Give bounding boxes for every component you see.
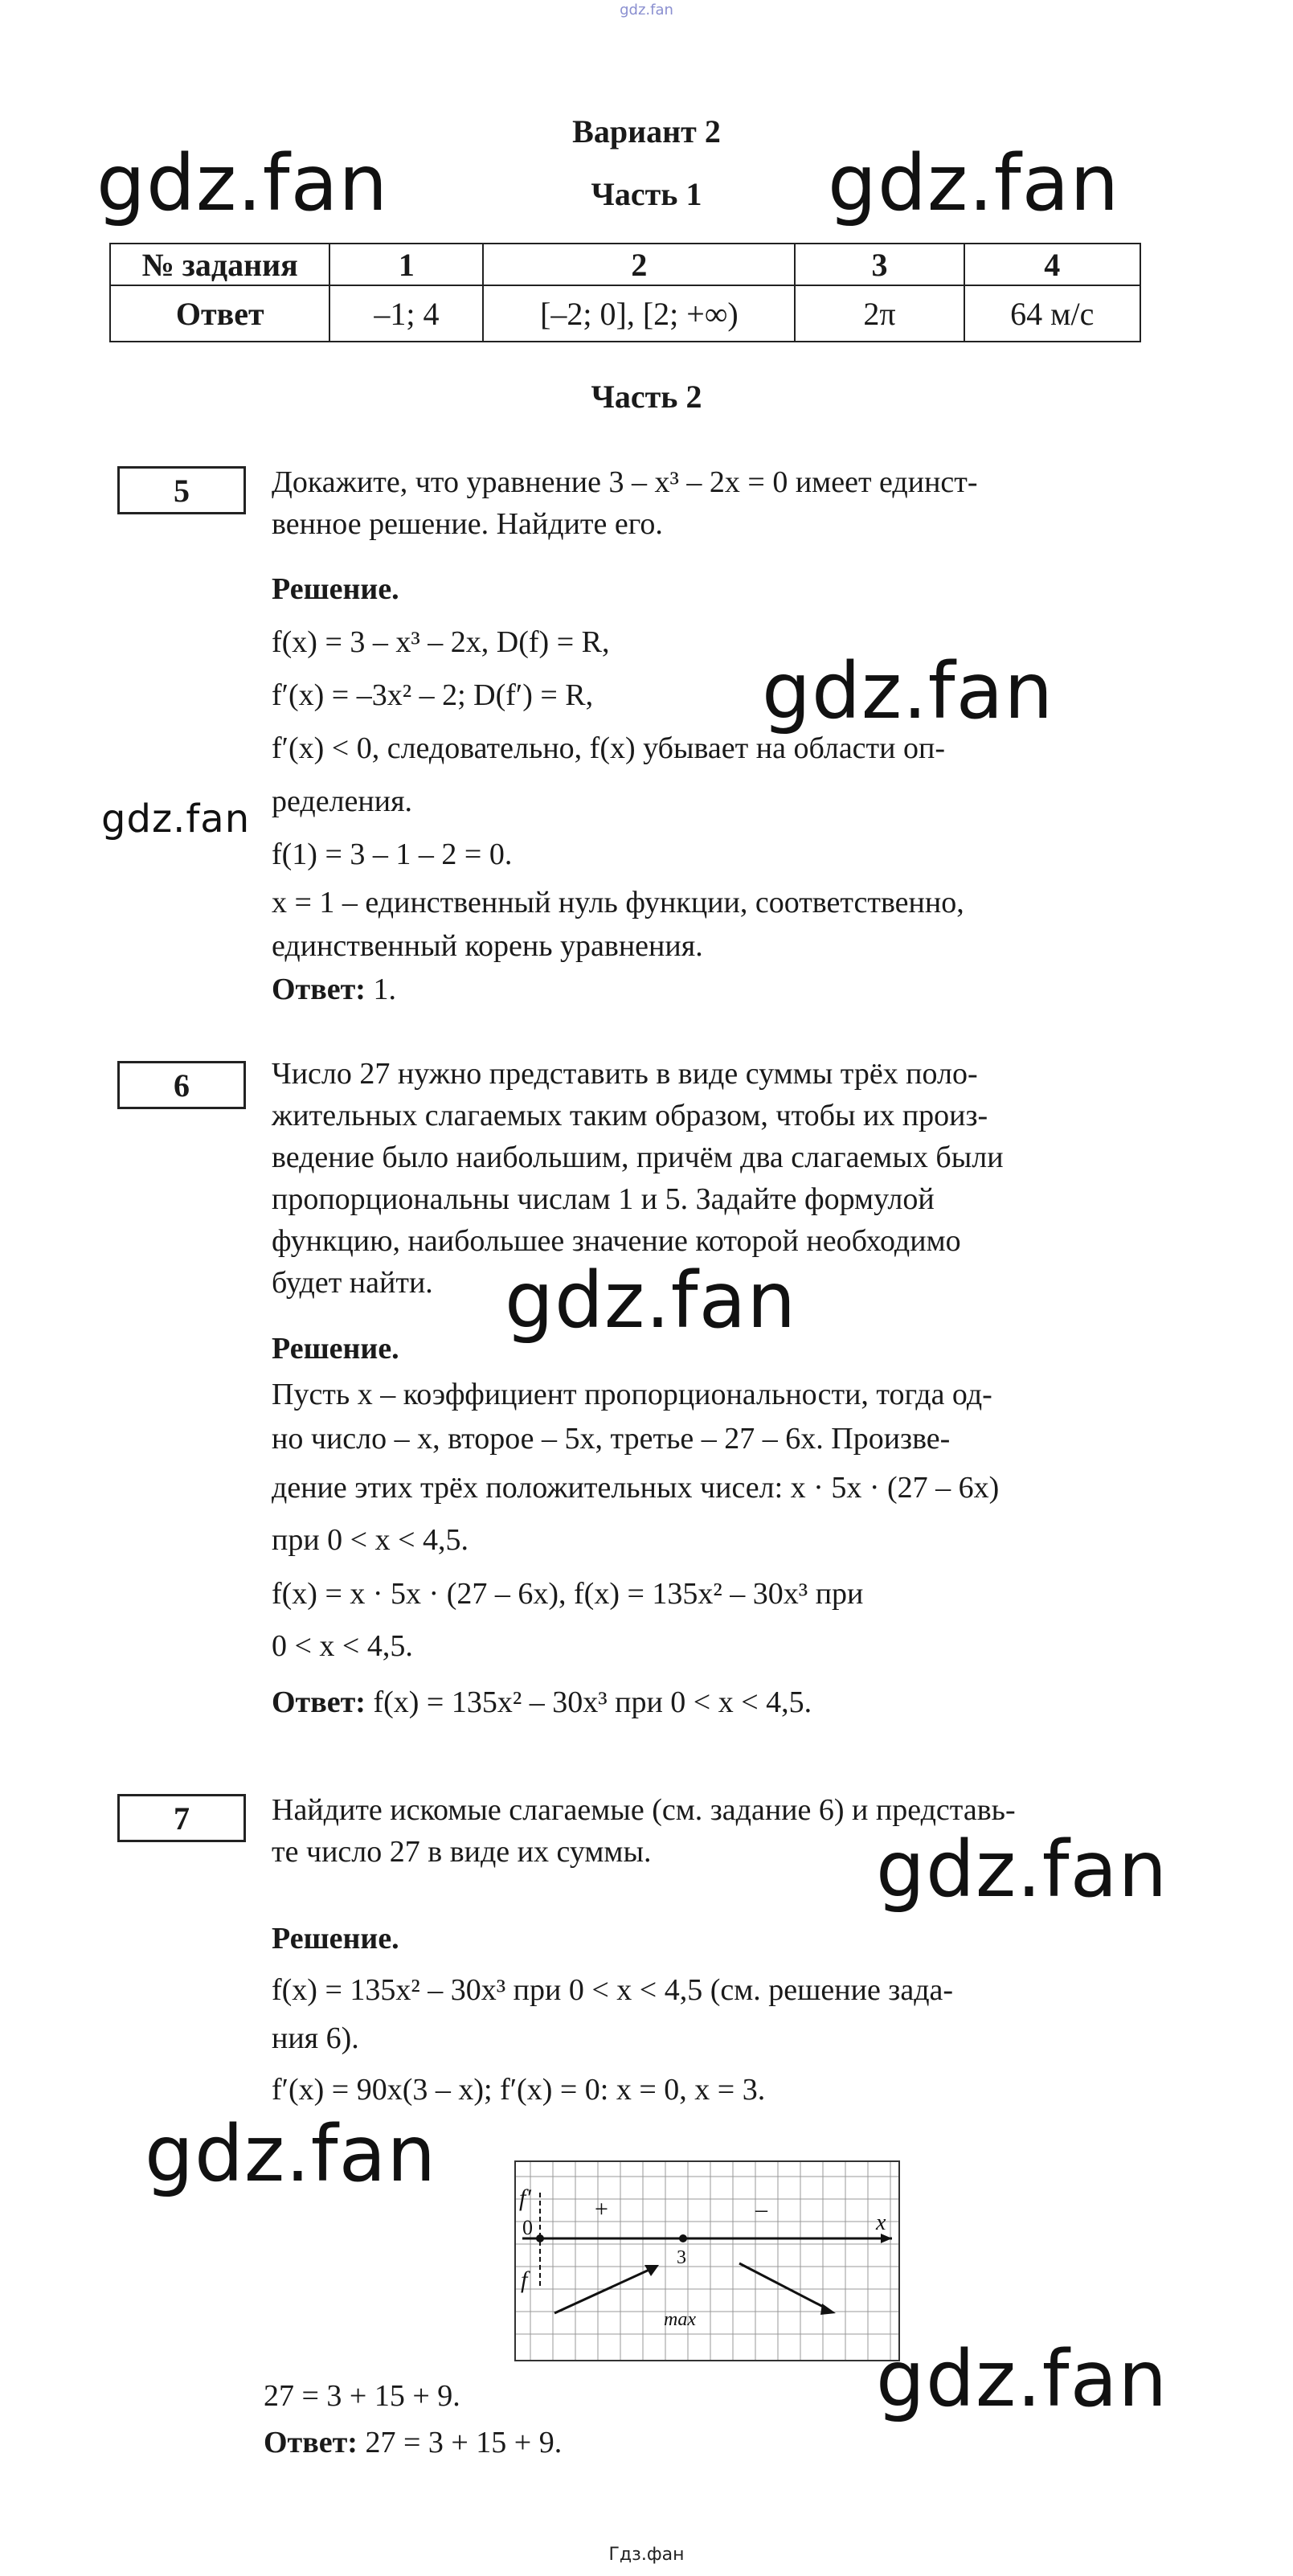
- sign-chart-graph: [514, 2160, 900, 2361]
- text-line: 27 = 3 + 15 + 9.: [264, 2379, 460, 2413]
- table-cell: 4: [964, 244, 1140, 285]
- task5-question: [272, 461, 1140, 545]
- f-label: f: [521, 2267, 528, 2293]
- table-cell: 64 м/с: [964, 285, 1140, 342]
- task-number-box: 6: [117, 1061, 246, 1109]
- text-line: ведение было наибольшим, причём два слагаемых были: [272, 1141, 1004, 1174]
- text-line: пропорциональны числам 1 и 5. Задайте формулой: [272, 1182, 935, 1216]
- answer-label: Ответ:: [264, 2426, 358, 2459]
- three-label: 3: [677, 2247, 686, 2268]
- answer-label: Ответ:: [272, 1685, 366, 1719]
- answer-line: [272, 1670, 1140, 1734]
- text-line: но число – x, второе – 5x, третье – 27 – 6x. Произве-: [272, 1422, 951, 1456]
- increasing-arrow: [554, 2269, 651, 2313]
- watermark: gdz.fan: [762, 646, 1054, 736]
- decreasing-arrow: [739, 2263, 828, 2309]
- solution-label: Решение.: [272, 572, 399, 606]
- math-line: 0 < x < 4,5.: [272, 1629, 413, 1663]
- answer-value: 27 = 3 + 15 + 9.: [365, 2426, 563, 2459]
- task6-solution: [272, 1325, 1140, 1734]
- text-line: Пусть x – коэффициент пропорциональности, тогда од-: [272, 1378, 992, 1411]
- task7-solution: [272, 1913, 1140, 2119]
- variant-title: Вариант 2: [572, 113, 721, 149]
- watermark: gdz.fan: [828, 138, 1120, 228]
- table-row-answers: [110, 285, 1140, 342]
- text-line: x = 1 – единственный нуль функции, соответственно,: [272, 886, 964, 919]
- task-number-box: 5: [117, 466, 246, 514]
- watermark: gdz.fan: [96, 138, 389, 228]
- text-line: ния 6).: [272, 2021, 359, 2055]
- text-line: Докажите, что уравнение 3 – x³ – 2x = 0 имеет единст-: [272, 465, 978, 499]
- answers-table: [109, 243, 1141, 342]
- part1-title: Часть 1: [591, 176, 702, 212]
- point-three: [679, 2234, 687, 2242]
- text-line: Найдите искомые слагаемые (см. задание 6) и представь-: [272, 1793, 1016, 1827]
- x-label: x: [876, 2210, 886, 2235]
- table-cell: 2: [483, 244, 795, 285]
- table-cell: [–2; 0], [2; +∞): [483, 285, 795, 342]
- solution-label: Решение.: [272, 1332, 399, 1366]
- math-line: f(1) = 3 – 1 – 2 = 0.: [272, 838, 513, 871]
- site-caption-bottom: Гдз.фан: [608, 2545, 685, 2565]
- watermark: gdz.fan: [876, 1824, 1168, 1915]
- math-line: f(x) = x · 5x · (27 – 6x), f(x) = 135x² – 30x³ при: [272, 1577, 864, 1611]
- table-cell: 2π: [795, 285, 964, 342]
- text-line: жительных слагаемых таким образом, чтобы их произ-: [272, 1099, 988, 1132]
- table-row-numbers: [110, 244, 1140, 285]
- table-header-task-number: № задания: [110, 244, 329, 285]
- watermark: gdz.fan: [145, 2109, 437, 2199]
- math-line: f′(x) = 90x(3 – x); f′(x) = 0: x = 0, x = 3.: [272, 2073, 766, 2107]
- graph-grid: [514, 2160, 900, 2361]
- watermark: gdz.fan: [505, 1255, 797, 1345]
- table-cell: 3: [795, 244, 964, 285]
- minus-sign: –: [755, 2196, 767, 2222]
- answer-value: 1.: [373, 973, 396, 1006]
- max-label: max: [664, 2309, 696, 2330]
- text-line: венное решение. Найдите его.: [272, 507, 663, 541]
- table-cell: –1; 4: [329, 285, 483, 342]
- table-cell: 1: [329, 244, 483, 285]
- text-line: те число 27 в виде их суммы.: [272, 1835, 652, 1869]
- math-line: f′(x) = –3x² – 2; D(f′) = R,: [272, 678, 594, 712]
- text-line: дение этих трёх положительных чисел: x · 5x · (27 – 6x): [272, 1471, 1000, 1505]
- answer-line: [272, 968, 1140, 1011]
- decreasing-arrow-head: [820, 2304, 836, 2315]
- text-line: Число 27 нужно представить в виде суммы трёх поло-: [272, 1057, 978, 1091]
- table-header-answer: Ответ: [110, 285, 329, 342]
- watermark: gdz.fan: [876, 2334, 1168, 2424]
- text-line: f′(x) < 0, следовательно, f(x) убывает на области оп-: [272, 731, 945, 765]
- graph-frame: [515, 2161, 899, 2361]
- text-line: при 0 < x < 4,5.: [272, 1523, 469, 1557]
- task5-solution: [272, 563, 1140, 1011]
- text-line: единственный корень уравнения.: [272, 929, 703, 963]
- fprime-label: f′: [519, 2185, 531, 2211]
- answer-label: Ответ:: [272, 973, 366, 1006]
- site-link-top[interactable]: gdz.fan: [620, 2, 673, 18]
- text-line: функцию, наибольшее значение которой необходимо: [272, 1224, 961, 1258]
- math-line: f(x) = 3 – x³ – 2x, D(f) = R,: [272, 625, 610, 659]
- text-line: ределения.: [272, 784, 413, 818]
- task-number-box: 7: [117, 1794, 246, 1842]
- plus-sign: +: [595, 2196, 608, 2222]
- part2-title: Часть 2: [591, 379, 702, 415]
- math-line: f(x) = 135x² – 30x³ при 0 < x < 4,5 (см. решение зада-: [272, 1973, 954, 2007]
- zero-label: 0: [522, 2216, 533, 2239]
- answer-line: [264, 2419, 1131, 2466]
- text-line: будет найти.: [272, 1266, 433, 1300]
- watermark: gdz.fan: [101, 797, 251, 842]
- answer-value: f(x) = 135x² – 30x³ при 0 < x < 4,5.: [373, 1685, 812, 1719]
- solution-label: Решение.: [272, 1922, 399, 1956]
